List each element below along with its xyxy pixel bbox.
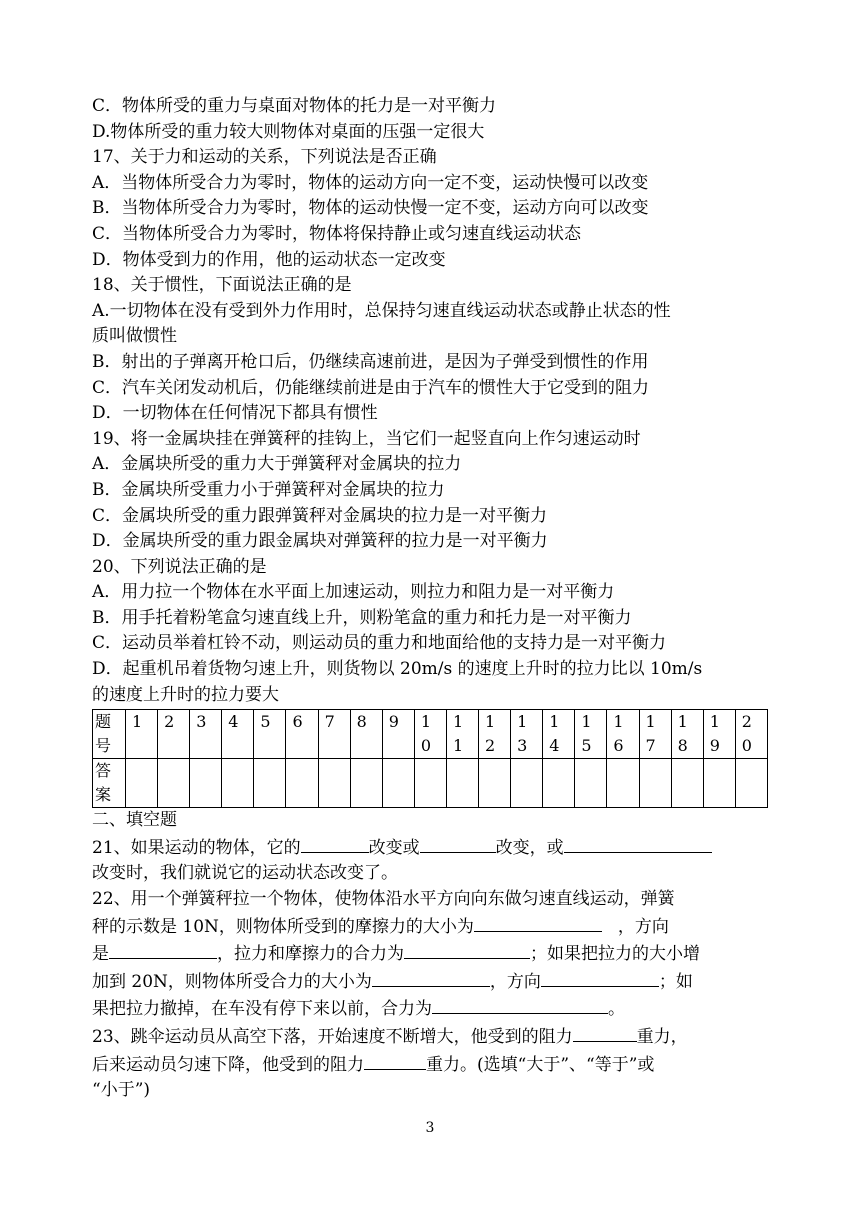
text-line: C．当物体所受合力为零时，物体将保持静止或匀速直线运动状态 [92, 223, 582, 244]
number-header-cell: 题 号 [93, 710, 126, 759]
question-number-cell: 2 [158, 710, 190, 759]
answer-cell[interactable] [254, 759, 286, 808]
text-line: 20、下列说法正确的是 [92, 556, 267, 577]
answer-cell[interactable] [350, 759, 382, 808]
answer-cell[interactable] [543, 759, 575, 808]
text-line: D.物体所受的重力较大则物体对桌面的压强一定很大 [92, 121, 485, 142]
text-line: 的速度上升时的拉力要大 [92, 684, 279, 705]
answer-cell[interactable] [607, 759, 639, 808]
answer-cell[interactable] [703, 759, 735, 808]
question-22-line-2: 秤的示数是 10N，则物体所受到的摩擦力的大小为 ，方向 [92, 913, 768, 941]
question-number-cell: 1 7 [639, 710, 671, 759]
answer-blank[interactable] [564, 834, 712, 853]
question-21: 21、如果运动的物体，它的 改变或 改变，或 [92, 834, 768, 862]
document-page [92, 94, 768, 1104]
text-line: D．金属块所受的重力跟金属块对弹簧秤的拉力是一对平衡力 [92, 531, 548, 552]
question-number-cell: 8 [350, 710, 382, 759]
answer-cell[interactable] [479, 759, 511, 808]
question-23-line-1: 23、跳伞运动员从高空下落，开始速度不断增大，他受到的阻力 重力， [92, 1023, 768, 1051]
answer-cell[interactable] [382, 759, 414, 808]
answer-blank[interactable] [404, 940, 530, 959]
text-line: A.一切物体在没有受到外力作用时，总保持匀速直线运动状态或静止状态的性 [92, 300, 671, 321]
answer-blank[interactable] [573, 1023, 637, 1042]
answer-blank[interactable] [420, 834, 496, 853]
text-line: D．物体受到力的作用，他的运动状态一定改变 [92, 249, 446, 270]
answer-header-cell: 答 案 [93, 759, 126, 808]
answer-cell[interactable] [446, 759, 478, 808]
answer-blank[interactable] [109, 940, 217, 959]
text-line: A．用力拉一个物体在水平面上加速运动，则拉力和阻力是一对平衡力 [92, 582, 615, 603]
text-line: C．物体所受的重力与桌面对物体的托力是一对平衡力 [92, 96, 497, 116]
answer-table-answer-row [93, 759, 768, 808]
answer-blank[interactable] [372, 968, 490, 987]
answer-cell[interactable] [318, 759, 350, 808]
answer-cell[interactable] [671, 759, 703, 808]
text-line: C．汽车关闭发动机后，仍能继续前进是由于汽车的惯性大于它受到的阻力 [92, 377, 650, 398]
text-line: 17、关于力和运动的关系，下列说法是否正确 [92, 147, 437, 168]
text-line: A．金属块所受的重力大于弹簧秤对金属块的拉力 [92, 454, 462, 475]
question-number-cell: 9 [382, 710, 414, 759]
answer-table [92, 709, 768, 808]
question-number-cell: 7 [318, 710, 350, 759]
question-number-cell: 1 6 [607, 710, 639, 759]
question-number-cell: 2 0 [735, 710, 767, 759]
question-number-cell: 1 2 [479, 710, 511, 759]
question-number-cell: 1 [126, 710, 158, 759]
question-21-cont: 改变时，我们就说它的运动状态改变了。 [92, 863, 398, 884]
answer-cell[interactable] [286, 759, 318, 808]
question-number-cell: 1 4 [543, 710, 575, 759]
question-number-cell: 6 [286, 710, 318, 759]
text-line: B．射出的子弹离开枪口后，仍继续高速前进，是因为子弹受到惯性的作用 [92, 351, 649, 372]
question-number-cell: 1 5 [575, 710, 607, 759]
text-line: C．金属块所受的重力跟弹簧秤对金属块的拉力是一对平衡力 [92, 505, 548, 526]
text-line: B．当物体所受合力为零时，物体的运动快慢一定不变，运动方向可以改变 [92, 198, 649, 219]
question-22-line-5: 果把拉力撤掉，在车没有停下来以前，合力为 。 [92, 995, 768, 1023]
answer-table-number-row [93, 710, 768, 759]
question-22-line-3: 是 ，拉力和摩擦力的合力为 ；如果把拉力的大小增 [92, 940, 768, 968]
answer-cell[interactable] [639, 759, 671, 808]
question-number-cell: 1 0 [414, 710, 446, 759]
question-23-line-3: “小于”) [92, 1080, 151, 1101]
answer-cell[interactable] [158, 759, 190, 808]
answer-blank[interactable] [432, 995, 608, 1014]
answer-cell[interactable] [575, 759, 607, 808]
question-number-cell: 1 9 [703, 710, 735, 759]
answer-blank[interactable] [541, 968, 659, 987]
text-line: 19、将一金属块挂在弹簧秤的挂钩上，当它们一起竖直向上作匀速运动时 [92, 428, 641, 449]
question-number-cell: 1 1 [446, 710, 478, 759]
answer-blank[interactable] [474, 913, 602, 932]
question-22-line-1: 22、用一个弹簧秤拉一个物体，使物体沿水平方向向东做匀速直线运动，弹簧 [92, 889, 675, 910]
text-line: D．一切物体在任何情况下都具有惯性 [92, 403, 378, 424]
answer-cell[interactable] [126, 759, 158, 808]
answer-blank[interactable] [364, 1051, 426, 1070]
question-22-line-4: 加到 20N，则物体所受合力的大小为 ，方向 ；如 [92, 968, 768, 996]
question-number-cell: 1 8 [671, 710, 703, 759]
question-number-cell: 1 3 [511, 710, 543, 759]
question-number-cell: 3 [190, 710, 222, 759]
answer-cell[interactable] [190, 759, 222, 808]
answer-cell[interactable] [511, 759, 543, 808]
text-line: B．用手托着粉笔盒匀速直线上升，则粉笔盒的重力和托力是一对平衡力 [92, 607, 632, 628]
text-line: D．起重机吊着货物匀速上升，则货物以 20m/s 的速度上升时的拉力比以 10m/s [92, 659, 703, 680]
text-line: A．当物体所受合力为零时，物体的运动方向一定不变，运动快慢可以改变 [92, 172, 649, 193]
question-lines [92, 94, 768, 708]
answer-cell[interactable] [414, 759, 446, 808]
question-number-cell: 4 [222, 710, 254, 759]
question-number-cell: 5 [254, 710, 286, 759]
answer-cell[interactable] [222, 759, 254, 808]
text-line: 质叫做惯性 [92, 326, 177, 347]
answer-blank[interactable] [301, 834, 369, 853]
question-23-line-2: 后来运动员匀速下降，他受到的阻力 重力。(选填“大于”、“等于”或 [92, 1051, 768, 1079]
section-heading-fill-in: 二、填空题 [92, 810, 177, 831]
answer-cell[interactable] [735, 759, 767, 808]
text-line: 18、关于惯性，下面说法正确的是 [92, 275, 352, 296]
page-number: 3 [425, 1120, 435, 1136]
text-line: B．金属块所受重力小于弹簧秤对金属块的拉力 [92, 479, 445, 500]
text-line: C．运动员举着杠铃不动，则运动员的重力和地面给他的支持力是一对平衡力 [92, 633, 667, 654]
